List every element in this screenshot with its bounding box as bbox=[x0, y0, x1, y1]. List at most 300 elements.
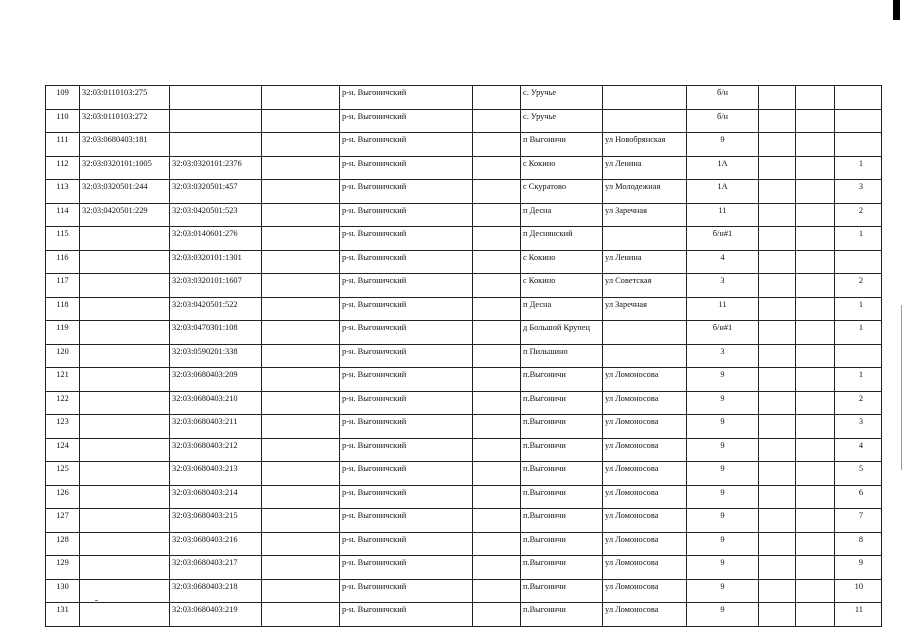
cadastral-number: 32:03:0680403:215 bbox=[170, 509, 262, 533]
empty-cell bbox=[262, 321, 340, 345]
empty-cell bbox=[262, 438, 340, 462]
empty-cell bbox=[759, 297, 796, 321]
empty-cell bbox=[796, 250, 835, 274]
cadastral-number: 32:03:0320501:457 bbox=[170, 180, 262, 204]
empty-cell bbox=[759, 109, 796, 133]
empty-cell bbox=[262, 415, 340, 439]
street: ул Заречная bbox=[603, 297, 687, 321]
street: ул Ломоносова bbox=[603, 391, 687, 415]
old-cadastral-number bbox=[80, 274, 170, 298]
empty-cell bbox=[759, 438, 796, 462]
apartment-number: 1 bbox=[835, 297, 882, 321]
district: р-н. Выгоничский bbox=[340, 297, 473, 321]
empty-cell bbox=[473, 321, 521, 345]
house-number: 9 bbox=[687, 462, 759, 486]
street bbox=[603, 227, 687, 251]
empty-cell bbox=[262, 579, 340, 603]
locality: п.Выгоничи bbox=[521, 368, 603, 392]
house-number: б/н#1 bbox=[687, 227, 759, 251]
empty-cell bbox=[759, 485, 796, 509]
district: р-н. Выгоничский bbox=[340, 485, 473, 509]
row-number: 127 bbox=[46, 509, 80, 533]
empty-cell bbox=[759, 180, 796, 204]
street: ул Молодежная bbox=[603, 180, 687, 204]
old-cadastral-number bbox=[80, 368, 170, 392]
district: р-н. Выгоничский bbox=[340, 156, 473, 180]
old-cadastral-number bbox=[80, 415, 170, 439]
cadastral-number: 32:03:0590201:338 bbox=[170, 344, 262, 368]
district: р-н. Выгоничский bbox=[340, 532, 473, 556]
apartment-number: 5 bbox=[835, 462, 882, 486]
apartment-number: 11 bbox=[835, 603, 882, 627]
locality: п.Выгоничи bbox=[521, 391, 603, 415]
locality: п.Выгоничи bbox=[521, 603, 603, 627]
empty-cell bbox=[262, 368, 340, 392]
cadastral-number: 32:03:0320101:1301 bbox=[170, 250, 262, 274]
row-number: 119 bbox=[46, 321, 80, 345]
old-cadastral-number: 32:03:0110103:272 bbox=[80, 109, 170, 133]
table-row bbox=[46, 133, 882, 157]
locality: с Кокино bbox=[521, 274, 603, 298]
cadastral-number: 32:03:0680403:217 bbox=[170, 556, 262, 580]
cadastral-number: 32:03:0680403:219 bbox=[170, 603, 262, 627]
empty-cell bbox=[473, 485, 521, 509]
old-cadastral-number: 32:03:0320501:244 bbox=[80, 180, 170, 204]
house-number: б/н#1 bbox=[687, 321, 759, 345]
empty-cell bbox=[796, 509, 835, 533]
cadastral-number: 32:03:0420501:522 bbox=[170, 297, 262, 321]
empty-cell bbox=[759, 415, 796, 439]
district: р-н. Выгоничский bbox=[340, 227, 473, 251]
empty-cell bbox=[759, 203, 796, 227]
empty-cell bbox=[759, 391, 796, 415]
empty-cell bbox=[759, 368, 796, 392]
empty-cell bbox=[262, 156, 340, 180]
empty-cell bbox=[262, 556, 340, 580]
empty-cell bbox=[759, 227, 796, 251]
cadastral-number: 32:03:0470301:108 bbox=[170, 321, 262, 345]
empty-cell bbox=[796, 274, 835, 298]
street: ул Ломоносова bbox=[603, 556, 687, 580]
empty-cell bbox=[473, 274, 521, 298]
district: р-н. Выгоничский bbox=[340, 250, 473, 274]
row-number: 120 bbox=[46, 344, 80, 368]
cadastral-number: 32:03:0680403:212 bbox=[170, 438, 262, 462]
empty-cell bbox=[759, 556, 796, 580]
row-number: 113 bbox=[46, 180, 80, 204]
district: р-н. Выгоничский bbox=[340, 344, 473, 368]
empty-cell bbox=[473, 415, 521, 439]
old-cadastral-number bbox=[80, 344, 170, 368]
empty-cell bbox=[759, 156, 796, 180]
registry-table bbox=[45, 85, 882, 627]
house-number: 4 bbox=[687, 250, 759, 274]
district: р-н. Выгоничский bbox=[340, 509, 473, 533]
empty-cell bbox=[262, 603, 340, 627]
empty-cell bbox=[262, 86, 340, 110]
table-row bbox=[46, 415, 882, 439]
street bbox=[603, 109, 687, 133]
locality: п.Выгоничи bbox=[521, 556, 603, 580]
empty-cell bbox=[262, 391, 340, 415]
old-cadastral-number bbox=[80, 391, 170, 415]
district: р-н. Выгоничский bbox=[340, 274, 473, 298]
empty-cell bbox=[796, 297, 835, 321]
empty-cell bbox=[473, 156, 521, 180]
row-number: 126 bbox=[46, 485, 80, 509]
house-number: 9 bbox=[687, 391, 759, 415]
district: р-н. Выгоничский bbox=[340, 556, 473, 580]
cadastral-number bbox=[170, 109, 262, 133]
house-number: б/н bbox=[687, 109, 759, 133]
house-number: 9 bbox=[687, 485, 759, 509]
old-cadastral-number bbox=[80, 438, 170, 462]
empty-cell bbox=[473, 462, 521, 486]
row-number: 121 bbox=[46, 368, 80, 392]
apartment-number: 6 bbox=[835, 485, 882, 509]
district: р-н. Выгоничский bbox=[340, 180, 473, 204]
locality: п.Выгоничи bbox=[521, 532, 603, 556]
empty-cell bbox=[759, 133, 796, 157]
street: ул Ломоносова bbox=[603, 485, 687, 509]
apartment-number bbox=[835, 133, 882, 157]
locality: п.Выгоничи bbox=[521, 485, 603, 509]
old-cadastral-number bbox=[80, 485, 170, 509]
old-cadastral-number bbox=[80, 321, 170, 345]
table-row bbox=[46, 438, 882, 462]
cadastral-number: 32:03:0320101:2376 bbox=[170, 156, 262, 180]
district: р-н. Выгоничский bbox=[340, 579, 473, 603]
house-number: 11 bbox=[687, 297, 759, 321]
empty-cell bbox=[473, 603, 521, 627]
locality: с Кокино bbox=[521, 156, 603, 180]
empty-cell bbox=[262, 297, 340, 321]
house-number: 1А bbox=[687, 156, 759, 180]
apartment-number: 1 bbox=[835, 156, 882, 180]
empty-cell bbox=[262, 133, 340, 157]
apartment-number: 3 bbox=[835, 180, 882, 204]
house-number: 9 bbox=[687, 556, 759, 580]
empty-cell bbox=[796, 579, 835, 603]
apartment-number bbox=[835, 109, 882, 133]
empty-cell bbox=[796, 391, 835, 415]
empty-cell bbox=[262, 203, 340, 227]
old-cadastral-number bbox=[80, 227, 170, 251]
house-number: 9 bbox=[687, 438, 759, 462]
empty-cell bbox=[796, 438, 835, 462]
row-number: 111 bbox=[46, 133, 80, 157]
empty-cell bbox=[796, 109, 835, 133]
empty-cell bbox=[473, 180, 521, 204]
house-number: 9 bbox=[687, 532, 759, 556]
locality: с. Уручье bbox=[521, 86, 603, 110]
locality: п.Выгоничи bbox=[521, 462, 603, 486]
apartment-number: 9 bbox=[835, 556, 882, 580]
cadastral-number: 32:03:0420501:523 bbox=[170, 203, 262, 227]
old-cadastral-number: 32:03:0680403:181 bbox=[80, 133, 170, 157]
district: р-н. Выгоничский bbox=[340, 109, 473, 133]
empty-cell bbox=[759, 532, 796, 556]
district: р-н. Выгоничский bbox=[340, 368, 473, 392]
old-cadastral-number bbox=[80, 462, 170, 486]
table-row bbox=[46, 321, 882, 345]
locality: с. Уручье bbox=[521, 109, 603, 133]
street: ул Советская bbox=[603, 274, 687, 298]
row-number: 128 bbox=[46, 532, 80, 556]
locality: п.Выгоничи bbox=[521, 579, 603, 603]
table-row bbox=[46, 509, 882, 533]
empty-cell bbox=[796, 180, 835, 204]
district: р-н. Выгоничский bbox=[340, 391, 473, 415]
street bbox=[603, 86, 687, 110]
table-row bbox=[46, 156, 882, 180]
row-number: 114 bbox=[46, 203, 80, 227]
empty-cell bbox=[473, 556, 521, 580]
house-number: 11 bbox=[687, 203, 759, 227]
table-row bbox=[46, 297, 882, 321]
house-number: 9 bbox=[687, 368, 759, 392]
house-number: 1А bbox=[687, 180, 759, 204]
empty-cell bbox=[759, 344, 796, 368]
district: р-н. Выгоничский bbox=[340, 462, 473, 486]
house-number: 9 bbox=[687, 603, 759, 627]
apartment-number: 2 bbox=[835, 391, 882, 415]
district: р-н. Выгоничский bbox=[340, 133, 473, 157]
empty-cell bbox=[262, 509, 340, 533]
locality: п.Выгоничи bbox=[521, 509, 603, 533]
row-number: 117 bbox=[46, 274, 80, 298]
apartment-number: 8 bbox=[835, 532, 882, 556]
street: ул Ломоносова bbox=[603, 532, 687, 556]
scan-edge-line bbox=[901, 305, 902, 470]
empty-cell bbox=[796, 321, 835, 345]
empty-cell bbox=[759, 321, 796, 345]
street: ул Новобрянская bbox=[603, 133, 687, 157]
empty-cell bbox=[473, 133, 521, 157]
row-number: 131 bbox=[46, 603, 80, 627]
apartment-number: 2 bbox=[835, 274, 882, 298]
street: ул Ломоносова bbox=[603, 462, 687, 486]
table-row bbox=[46, 579, 882, 603]
apartment-number: 7 bbox=[835, 509, 882, 533]
cadastral-number: 32:03:0680403:209 bbox=[170, 368, 262, 392]
table-row bbox=[46, 227, 882, 251]
row-number: 123 bbox=[46, 415, 80, 439]
locality: с Кокино bbox=[521, 250, 603, 274]
apartment-number: 2 bbox=[835, 203, 882, 227]
empty-cell bbox=[473, 532, 521, 556]
street: ул Ленина bbox=[603, 250, 687, 274]
apartment-number: 3 bbox=[835, 415, 882, 439]
cadastral-number: 32:03:0140601:276 bbox=[170, 227, 262, 251]
table-row bbox=[46, 532, 882, 556]
empty-cell bbox=[796, 227, 835, 251]
apartment-number: 1 bbox=[835, 227, 882, 251]
apartment-number bbox=[835, 86, 882, 110]
locality: п.Выгоничи bbox=[521, 438, 603, 462]
district: р-н. Выгоничский bbox=[340, 603, 473, 627]
apartment-number bbox=[835, 344, 882, 368]
table-row bbox=[46, 250, 882, 274]
street: ул Ломоносова bbox=[603, 438, 687, 462]
street: ул Заречная bbox=[603, 203, 687, 227]
empty-cell bbox=[262, 485, 340, 509]
cadastral-number: 32:03:0680403:211 bbox=[170, 415, 262, 439]
locality: п Деснянский bbox=[521, 227, 603, 251]
cadastral-number: 32:03:0680403:216 bbox=[170, 532, 262, 556]
empty-cell bbox=[262, 274, 340, 298]
row-number: 112 bbox=[46, 156, 80, 180]
empty-cell bbox=[796, 415, 835, 439]
empty-cell bbox=[473, 509, 521, 533]
locality: п Десна bbox=[521, 203, 603, 227]
table-row bbox=[46, 86, 882, 110]
street: ул Ленина bbox=[603, 156, 687, 180]
empty-cell bbox=[262, 532, 340, 556]
empty-cell bbox=[759, 274, 796, 298]
locality: д Большой Крупец bbox=[521, 321, 603, 345]
empty-cell bbox=[796, 133, 835, 157]
apartment-number: 4 bbox=[835, 438, 882, 462]
locality: п Выгоничи bbox=[521, 133, 603, 157]
empty-cell bbox=[262, 180, 340, 204]
empty-cell bbox=[473, 203, 521, 227]
empty-cell bbox=[796, 532, 835, 556]
street: ул Ломоносова bbox=[603, 579, 687, 603]
locality: с Скуратово bbox=[521, 180, 603, 204]
empty-cell bbox=[262, 227, 340, 251]
house-number: 9 bbox=[687, 133, 759, 157]
empty-cell bbox=[473, 297, 521, 321]
apartment-number: 10 bbox=[835, 579, 882, 603]
street bbox=[603, 321, 687, 345]
empty-cell bbox=[262, 462, 340, 486]
apartment-number: 1 bbox=[835, 321, 882, 345]
row-number: 110 bbox=[46, 109, 80, 133]
row-number: 124 bbox=[46, 438, 80, 462]
old-cadastral-number bbox=[80, 532, 170, 556]
old-cadastral-number bbox=[80, 509, 170, 533]
row-number: 130 bbox=[46, 579, 80, 603]
cadastral-number: 32:03:0680403:210 bbox=[170, 391, 262, 415]
district: р-н. Выгоничский bbox=[340, 86, 473, 110]
table-row bbox=[46, 391, 882, 415]
old-cadastral-number bbox=[80, 250, 170, 274]
district: р-н. Выгоничский bbox=[340, 438, 473, 462]
empty-cell bbox=[796, 86, 835, 110]
empty-cell bbox=[759, 250, 796, 274]
empty-cell bbox=[262, 344, 340, 368]
house-number: 9 bbox=[687, 415, 759, 439]
row-number: 116 bbox=[46, 250, 80, 274]
table-row bbox=[46, 462, 882, 486]
cadastral-number: 32:03:0680403:214 bbox=[170, 485, 262, 509]
empty-cell bbox=[473, 109, 521, 133]
table-row bbox=[46, 274, 882, 298]
apartment-number bbox=[835, 250, 882, 274]
house-number: 3 bbox=[687, 274, 759, 298]
empty-cell bbox=[759, 509, 796, 533]
old-cadastral-number bbox=[80, 556, 170, 580]
registry-rows bbox=[46, 86, 882, 627]
locality: п.Выгоничи bbox=[521, 415, 603, 439]
house-number: 9 bbox=[687, 509, 759, 533]
row-number: 122 bbox=[46, 391, 80, 415]
table-row bbox=[46, 603, 882, 627]
row-number: 129 bbox=[46, 556, 80, 580]
table-row bbox=[46, 485, 882, 509]
empty-cell bbox=[473, 368, 521, 392]
empty-cell bbox=[473, 344, 521, 368]
empty-cell bbox=[473, 391, 521, 415]
empty-cell bbox=[262, 109, 340, 133]
table-row bbox=[46, 203, 882, 227]
old-cadastral-number bbox=[80, 297, 170, 321]
cadastral-number: 32:03:0320101:1607 bbox=[170, 274, 262, 298]
empty-cell bbox=[759, 579, 796, 603]
apartment-number: 1 bbox=[835, 368, 882, 392]
empty-cell bbox=[796, 368, 835, 392]
empty-cell bbox=[796, 156, 835, 180]
old-cadastral-number bbox=[80, 579, 170, 603]
district: р-н. Выгоничский bbox=[340, 321, 473, 345]
row-number: 125 bbox=[46, 462, 80, 486]
locality: п Десна bbox=[521, 297, 603, 321]
table-row bbox=[46, 180, 882, 204]
street bbox=[603, 344, 687, 368]
old-cadastral-number: 32:03:0420501:229 bbox=[80, 203, 170, 227]
empty-cell bbox=[759, 603, 796, 627]
street: ул Ломоносова bbox=[603, 509, 687, 533]
street: ул Ломоносова bbox=[603, 368, 687, 392]
house-number: 9 bbox=[687, 579, 759, 603]
empty-cell bbox=[473, 579, 521, 603]
row-number: 115 bbox=[46, 227, 80, 251]
house-number: б/н bbox=[687, 86, 759, 110]
empty-cell bbox=[796, 203, 835, 227]
old-cadastral-number bbox=[80, 603, 170, 627]
table-row bbox=[46, 368, 882, 392]
street: ул Ломоносова bbox=[603, 415, 687, 439]
empty-cell bbox=[473, 438, 521, 462]
empty-cell bbox=[473, 227, 521, 251]
row-number: 118 bbox=[46, 297, 80, 321]
empty-cell bbox=[796, 556, 835, 580]
empty-cell bbox=[759, 462, 796, 486]
table-row bbox=[46, 344, 882, 368]
house-number: 3 bbox=[687, 344, 759, 368]
locality: п Пильшино bbox=[521, 344, 603, 368]
scan-edge-mark bbox=[893, 0, 900, 20]
empty-cell bbox=[473, 250, 521, 274]
empty-cell bbox=[796, 485, 835, 509]
empty-cell bbox=[796, 603, 835, 627]
empty-cell bbox=[796, 462, 835, 486]
old-cadastral-number: 32:03:0110103:275 bbox=[80, 86, 170, 110]
table-row bbox=[46, 109, 882, 133]
district: р-н. Выгоничский bbox=[340, 415, 473, 439]
cadastral-number: 32:03:0680403:213 bbox=[170, 462, 262, 486]
empty-cell bbox=[262, 250, 340, 274]
old-cadastral-number: 32:03:0320101:1005 bbox=[80, 156, 170, 180]
row-number: 109 bbox=[46, 86, 80, 110]
empty-cell bbox=[759, 86, 796, 110]
empty-cell bbox=[473, 86, 521, 110]
table-row bbox=[46, 556, 882, 580]
cadastral-number bbox=[170, 133, 262, 157]
cadastral-number: 32:03:0680403:218 bbox=[170, 579, 262, 603]
cadastral-number bbox=[170, 86, 262, 110]
